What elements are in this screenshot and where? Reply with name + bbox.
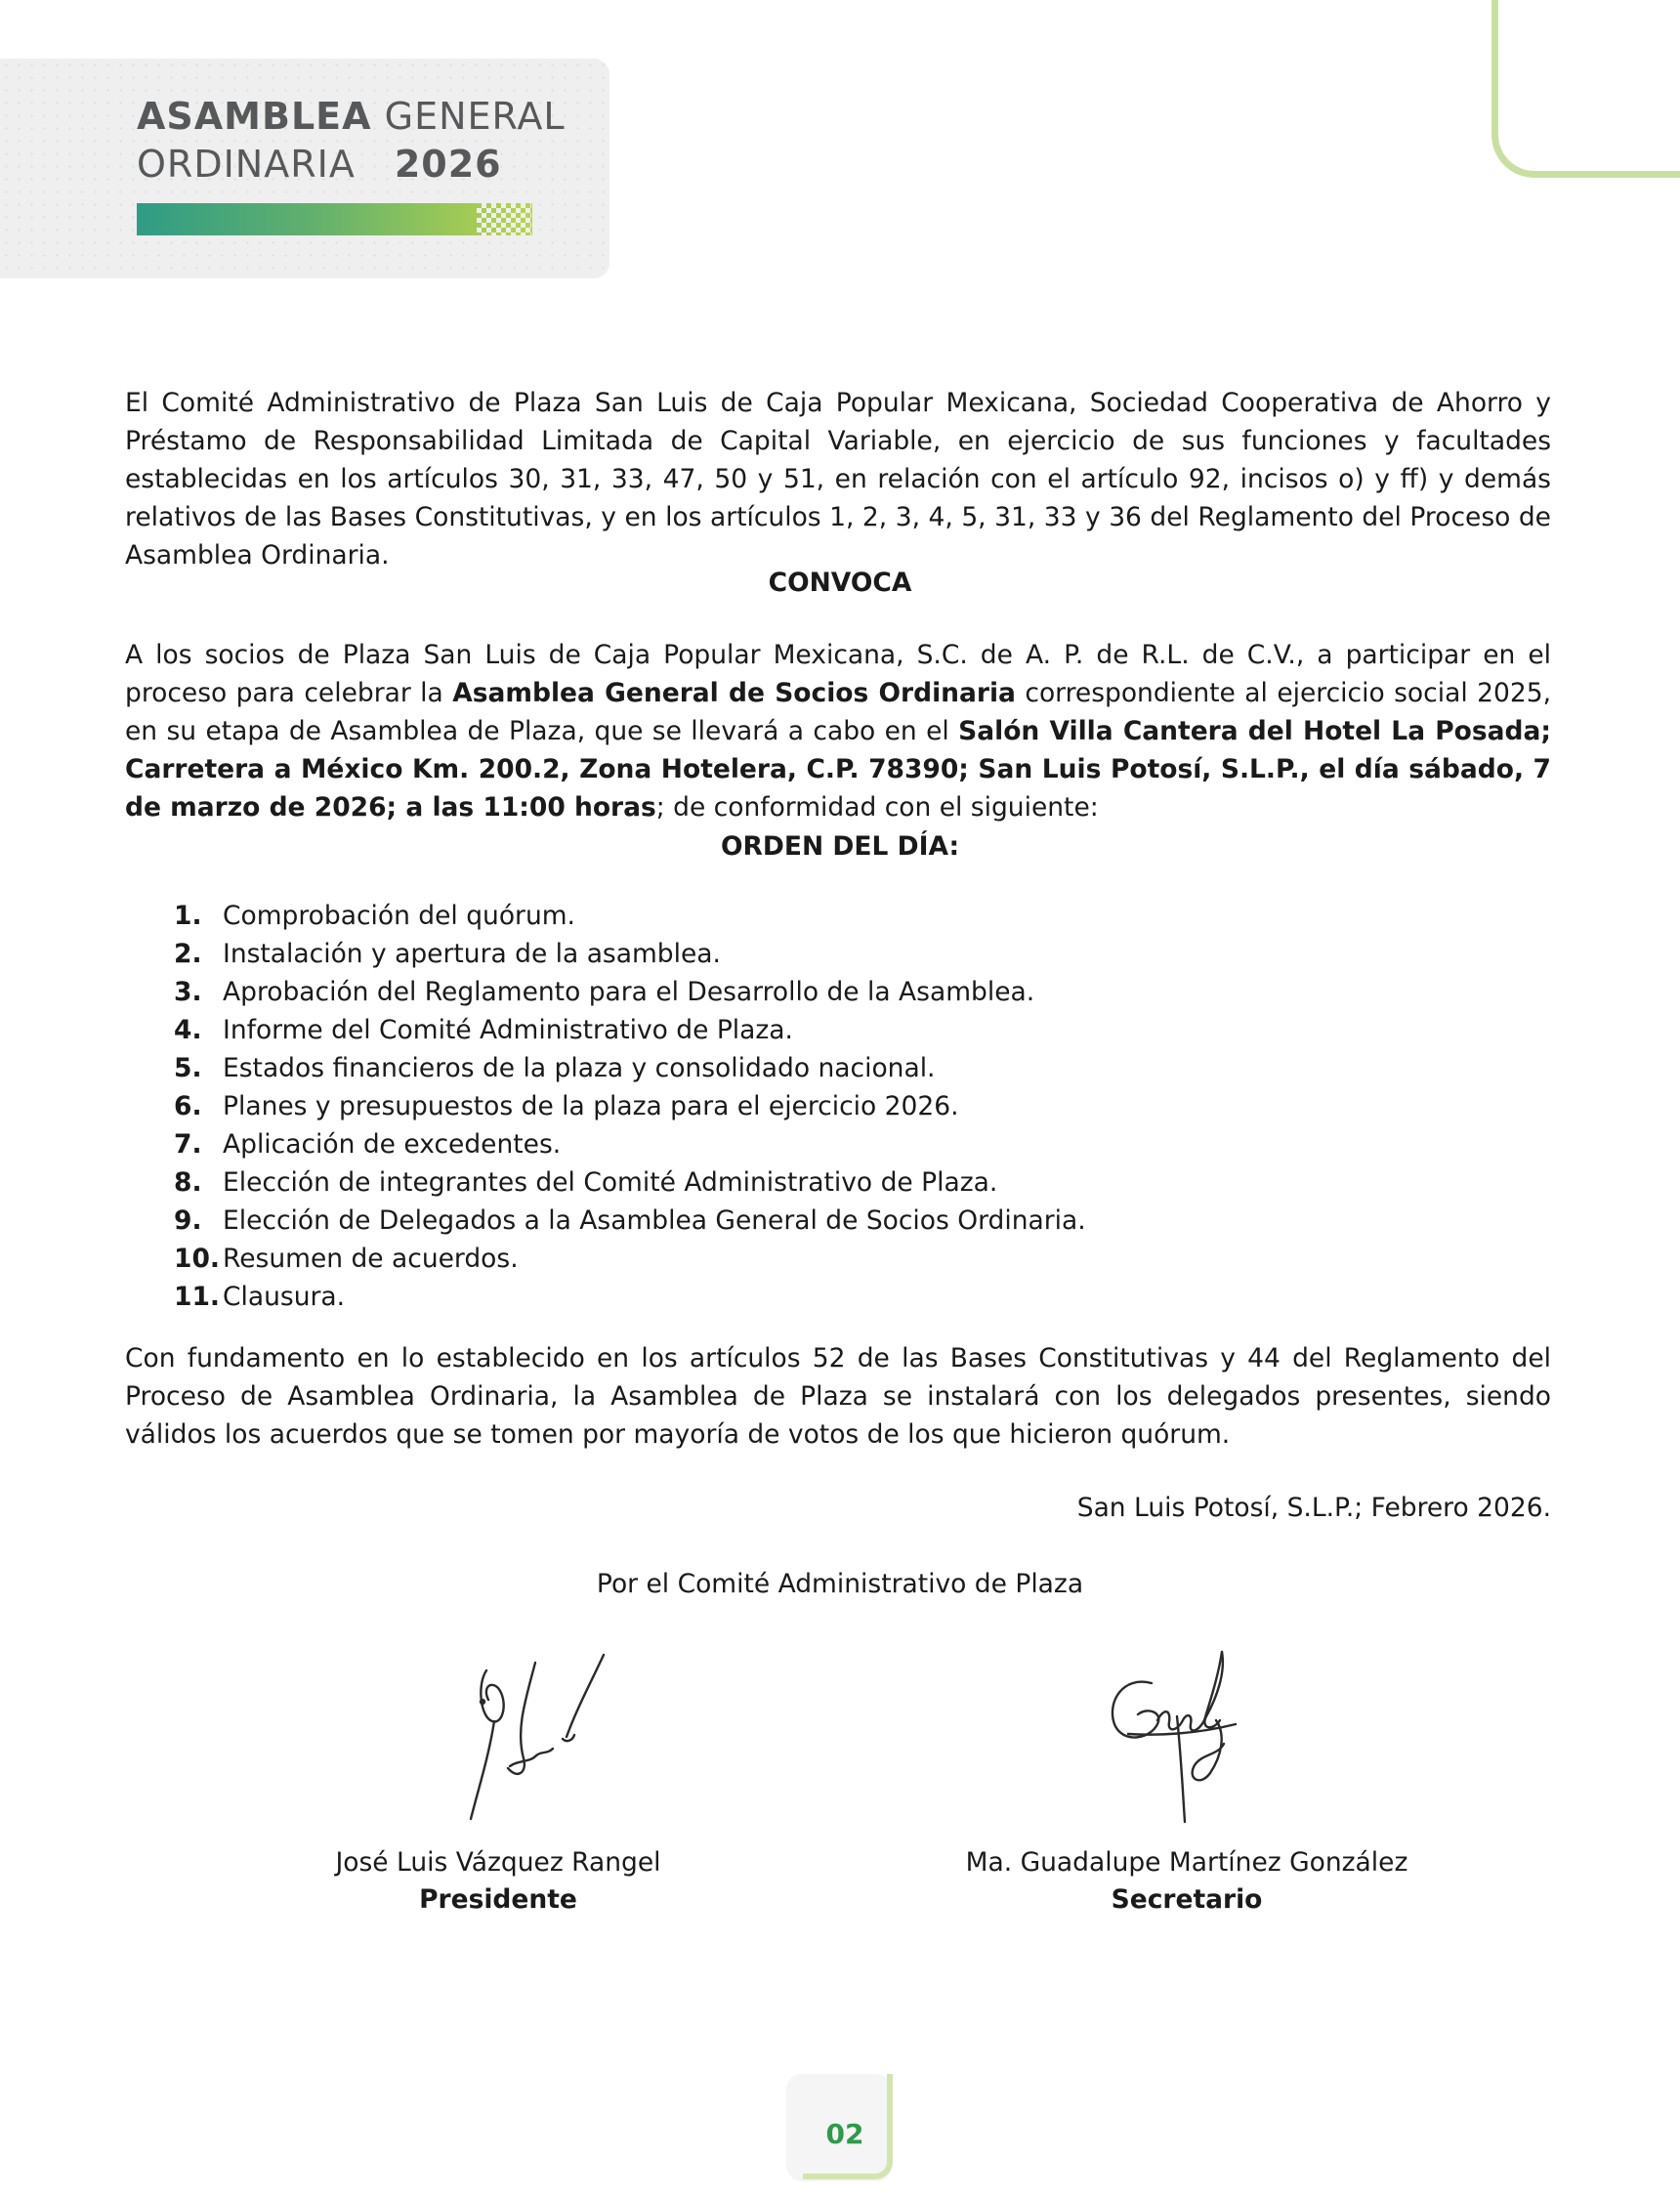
signer-role: Secretario [1111,1884,1263,1915]
header-gradient-bar [137,203,532,235]
signature-president [420,1631,625,1827]
signer-role: Presidente [419,1884,577,1915]
corner-frame-decoration [1491,0,1680,178]
assembly-name: Asamblea General de Socios Ordinaria [452,678,1016,708]
agenda-item: 3. Aprobación del Reglamento para el Desarrollo de la Asamblea. [174,977,1035,1007]
agenda-list [174,897,1086,1316]
header-checker-pattern [477,203,531,235]
intro-paragraph: El Comité Administrativo de Plaza San Luis de Caja Popular Mexicana, Sociedad Cooperativa de Ahorro y Préstamo de Responsabilidad Limitada de Capital Variable, en ejercicio de sus funciones y facultades establecidas en los artículos 30, 31, 33, 47, 50 y 51, en relación con el artículo 92, incisos o) y ff) y demás relativos de las Bases Constitutivas, y en los artículos 1, 2, 3, 4, 5, 31, 33 y 36 del Reglamento del Proceso de Asamblea Ordinaria. [125,388,1551,570]
agenda-item: 7. Aplicación de excedentes. [174,1129,562,1160]
convocation-paragraph: A los socios de Plaza San Luis de Caja Popular Mexicana, S.C. de A. P. de R.L. de C.V., a participar en el proceso para celebrar la Asamblea General de Socios Ordinaria correspondiente al ejercicio social 2025, en su etapa de Asamblea de Plaza, que se llevará a cabo en el Salón Villa Cantera del Hotel La Posada; Carretera a México Km. 200.2, Zona Hotelera, C.P. 78390; San Luis Potosí, S.L.P., el día sábado, 7 de marzo de 2026; a las 11:00 horas; de conformidad con el siguiente: [125,640,1551,823]
agenda-item: 5. Estados financieros de la plaza y consolidado nacional. [174,1053,936,1083]
orden-del-dia-heading: ORDEN DEL DÍA: [720,831,960,862]
convoca-heading: CONVOCA [768,568,912,598]
page-number: 02 [825,2118,864,2150]
place-date: San Luis Potosí, S.L.P.; Febrero 2026. [1076,1493,1551,1523]
venue-date-time: Salón Villa Cantera del Hotel La Posada; Carretera a México Km. 200.2, Zona Hotelera, C.P. 78390; San Luis Potosí, S.L.P., el día sábado, 7 de marzo de 2026; a las 11:00 horas [125,716,1551,823]
agenda-item: 8. Elección de integrantes del Comité Administrativo de Plaza. [174,1167,998,1198]
signer-president [225,1844,772,1919]
agenda-item: 2. Instalación y apertura de la asamblea. [174,939,721,969]
signature-secretary [1089,1627,1260,1827]
signer-secretary [913,1844,1460,1919]
closing-paragraph: Con fundamento en lo establecido en los artículos 52 de las Bases Constitutivas y 44 del Reglamento del Proceso de Asamblea Ordinaria, la Asamblea de Plaza se instalará con los delegados presentes, siendo válidos los acuerdos que se tomen por mayoría de votos de los que hicieron quórum. [125,1343,1551,1450]
signer-name: José Luis Vázquez Rangel [335,1847,661,1878]
agenda-item: 11. Clausura. [174,1282,346,1312]
agenda-item: 9. Elección de Delegados a la Asamblea General de Socios Ordinaria. [174,1205,1086,1236]
committee-line: Por el Comité Administrativo de Plaza [596,1569,1084,1599]
agenda-item: 1. Comprobación del quórum. [174,901,575,931]
header-title-line1: ASAMBLEA GENERAL [137,95,566,138]
signer-name: Ma. Guadalupe Martínez González [965,1847,1408,1878]
header-title-line2: ORDINARIA 2026 [137,143,502,186]
header-year: 2026 [394,143,502,186]
agenda-item: 4. Informe del Comité Administrativo de Plaza. [174,1015,793,1045]
agenda-item: 10. Resumen de acuerdos. [174,1244,519,1274]
agenda-item: 6. Planes y presupuestos de la plaza para el ejercicio 2026. [174,1091,959,1121]
